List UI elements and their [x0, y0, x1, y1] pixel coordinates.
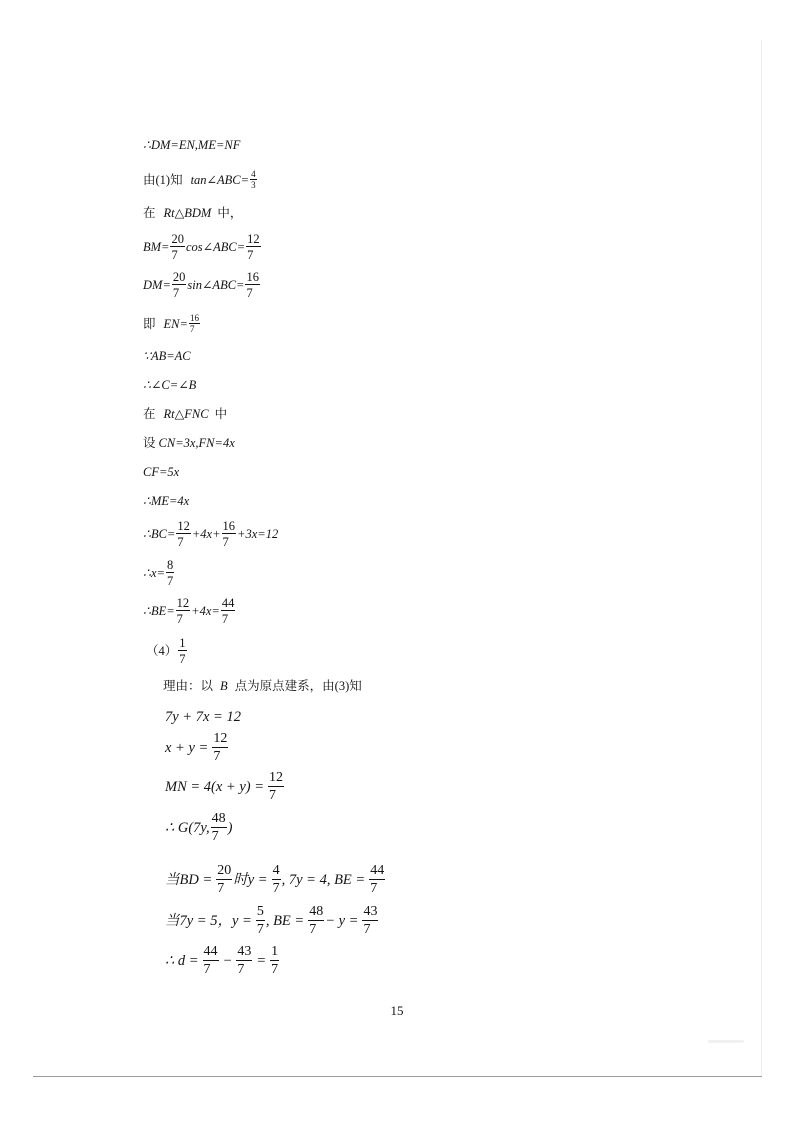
fraction: $\frac{12}{7}$ — [269, 770, 284, 803]
line-cn-fn: 设 CN=3x,FN=4x — [143, 436, 235, 450]
fraction: $\frac{20}{7}$ — [217, 863, 232, 896]
line-equation-2: x + y = $\frac{12}{7}$ — [165, 731, 228, 764]
fraction: $\frac{43}{7}$ — [237, 944, 252, 977]
line-bm: BM= $\frac{20}{7}$ cos∠ABC= $\frac{12}{7}$ — [143, 231, 260, 262]
page-number: 15 — [390, 1003, 404, 1018]
line-d-value: ∴ d = $\frac{44}{7}$ − $\frac{43}{7}$ = $\frac{1}{7}$ — [165, 944, 279, 977]
line-en: 即 EN= $\frac{16}{7}$ — [143, 313, 199, 334]
line-cf: CF=5x — [143, 465, 180, 479]
fraction: $\frac{12}{7}$ — [213, 731, 228, 764]
scan-edge-line — [761, 40, 762, 1076]
fraction: $\frac{20}{7}$ — [172, 269, 186, 300]
line-rt-fnc: 在 Rt△FNC 中 — [143, 407, 228, 421]
fraction: $\frac{16}{7}$ — [246, 269, 259, 300]
bottom-rule — [33, 1076, 762, 1077]
line-point-g: ∴ G(7y, $\frac{48}{7}$ ) — [165, 811, 233, 844]
line-case-7y: 当7y = 5，y = $\frac{5}{7}$ , BE = $\frac{48}{7}$ − y = $\frac{43}{7}$ — [165, 904, 378, 937]
scan-smudge — [708, 1040, 744, 1043]
line-mn: MN = 4(x + y) = $\frac{12}{7}$ — [165, 770, 284, 803]
fraction: $\frac{43}{7}$ — [363, 904, 378, 937]
line-me: ∴ME=4x — [143, 494, 190, 508]
line-dm-en: ∴DM=EN,ME=NF — [143, 138, 241, 152]
fraction: $\frac{4}{7}$ — [272, 863, 280, 896]
fraction: $\frac{12}{7}$ — [176, 595, 190, 626]
fraction: $\frac{16}{7}$ — [189, 313, 199, 334]
fraction: $\frac{44}{7}$ — [370, 863, 385, 896]
line-ab-ac: ∵AB=AC — [143, 349, 191, 363]
fraction: $\frac{16}{7}$ — [222, 518, 236, 549]
line-bc: ∴BC= $\frac{12}{7}$ +4x+ $\frac{16}{7}$ +3x=12 — [143, 518, 279, 549]
line-x-value: ∴x= $\frac{8}{7}$ — [143, 557, 174, 588]
fraction: $\frac{1}{7}$ — [271, 944, 279, 977]
fraction: $\frac{1}{7}$ — [179, 635, 186, 666]
line-rt-bdm: 在 Rt△BDM 中， — [143, 206, 243, 220]
fraction: $\frac{44}{7}$ — [203, 944, 218, 977]
line-be: ∴BE= $\frac{12}{7}$ +4x= $\frac{44}{7}$ — [143, 595, 235, 626]
fraction: $\frac{48}{7}$ — [211, 811, 226, 844]
line-dm: DM= $\frac{20}{7}$ sin∠ABC= $\frac{16}{7}$ — [143, 269, 259, 300]
line-reason: 理由：以 B 点为原点建系，由(3)知 — [163, 679, 362, 693]
line-part-4: （4） $\frac{1}{7}$ — [146, 635, 186, 666]
fraction: $\frac{4}{3}$ — [251, 169, 256, 190]
line-case-bd: 当BD = $\frac{20}{7}$ 时y = $\frac{4}{7}$ , 7y = 4, BE = $\frac{44}{7}$ — [165, 863, 385, 896]
fraction: $\frac{44}{7}$ — [221, 595, 235, 626]
line-equation-1: 7y + 7x = 12 — [165, 709, 241, 725]
fraction: $\frac{12}{7}$ — [247, 231, 260, 262]
fraction: $\frac{48}{7}$ — [309, 904, 324, 937]
fraction: $\frac{5}{7}$ — [256, 904, 264, 937]
fraction: $\frac{20}{7}$ — [171, 231, 184, 262]
line-angle-c-b: ∴∠C=∠B — [143, 378, 197, 392]
fraction: $\frac{8}{7}$ — [166, 557, 174, 588]
fraction: $\frac{12}{7}$ — [177, 518, 190, 549]
line-tan-abc: 由(1)知 tan∠ABC= $\frac{4}{3}$ — [143, 169, 256, 190]
